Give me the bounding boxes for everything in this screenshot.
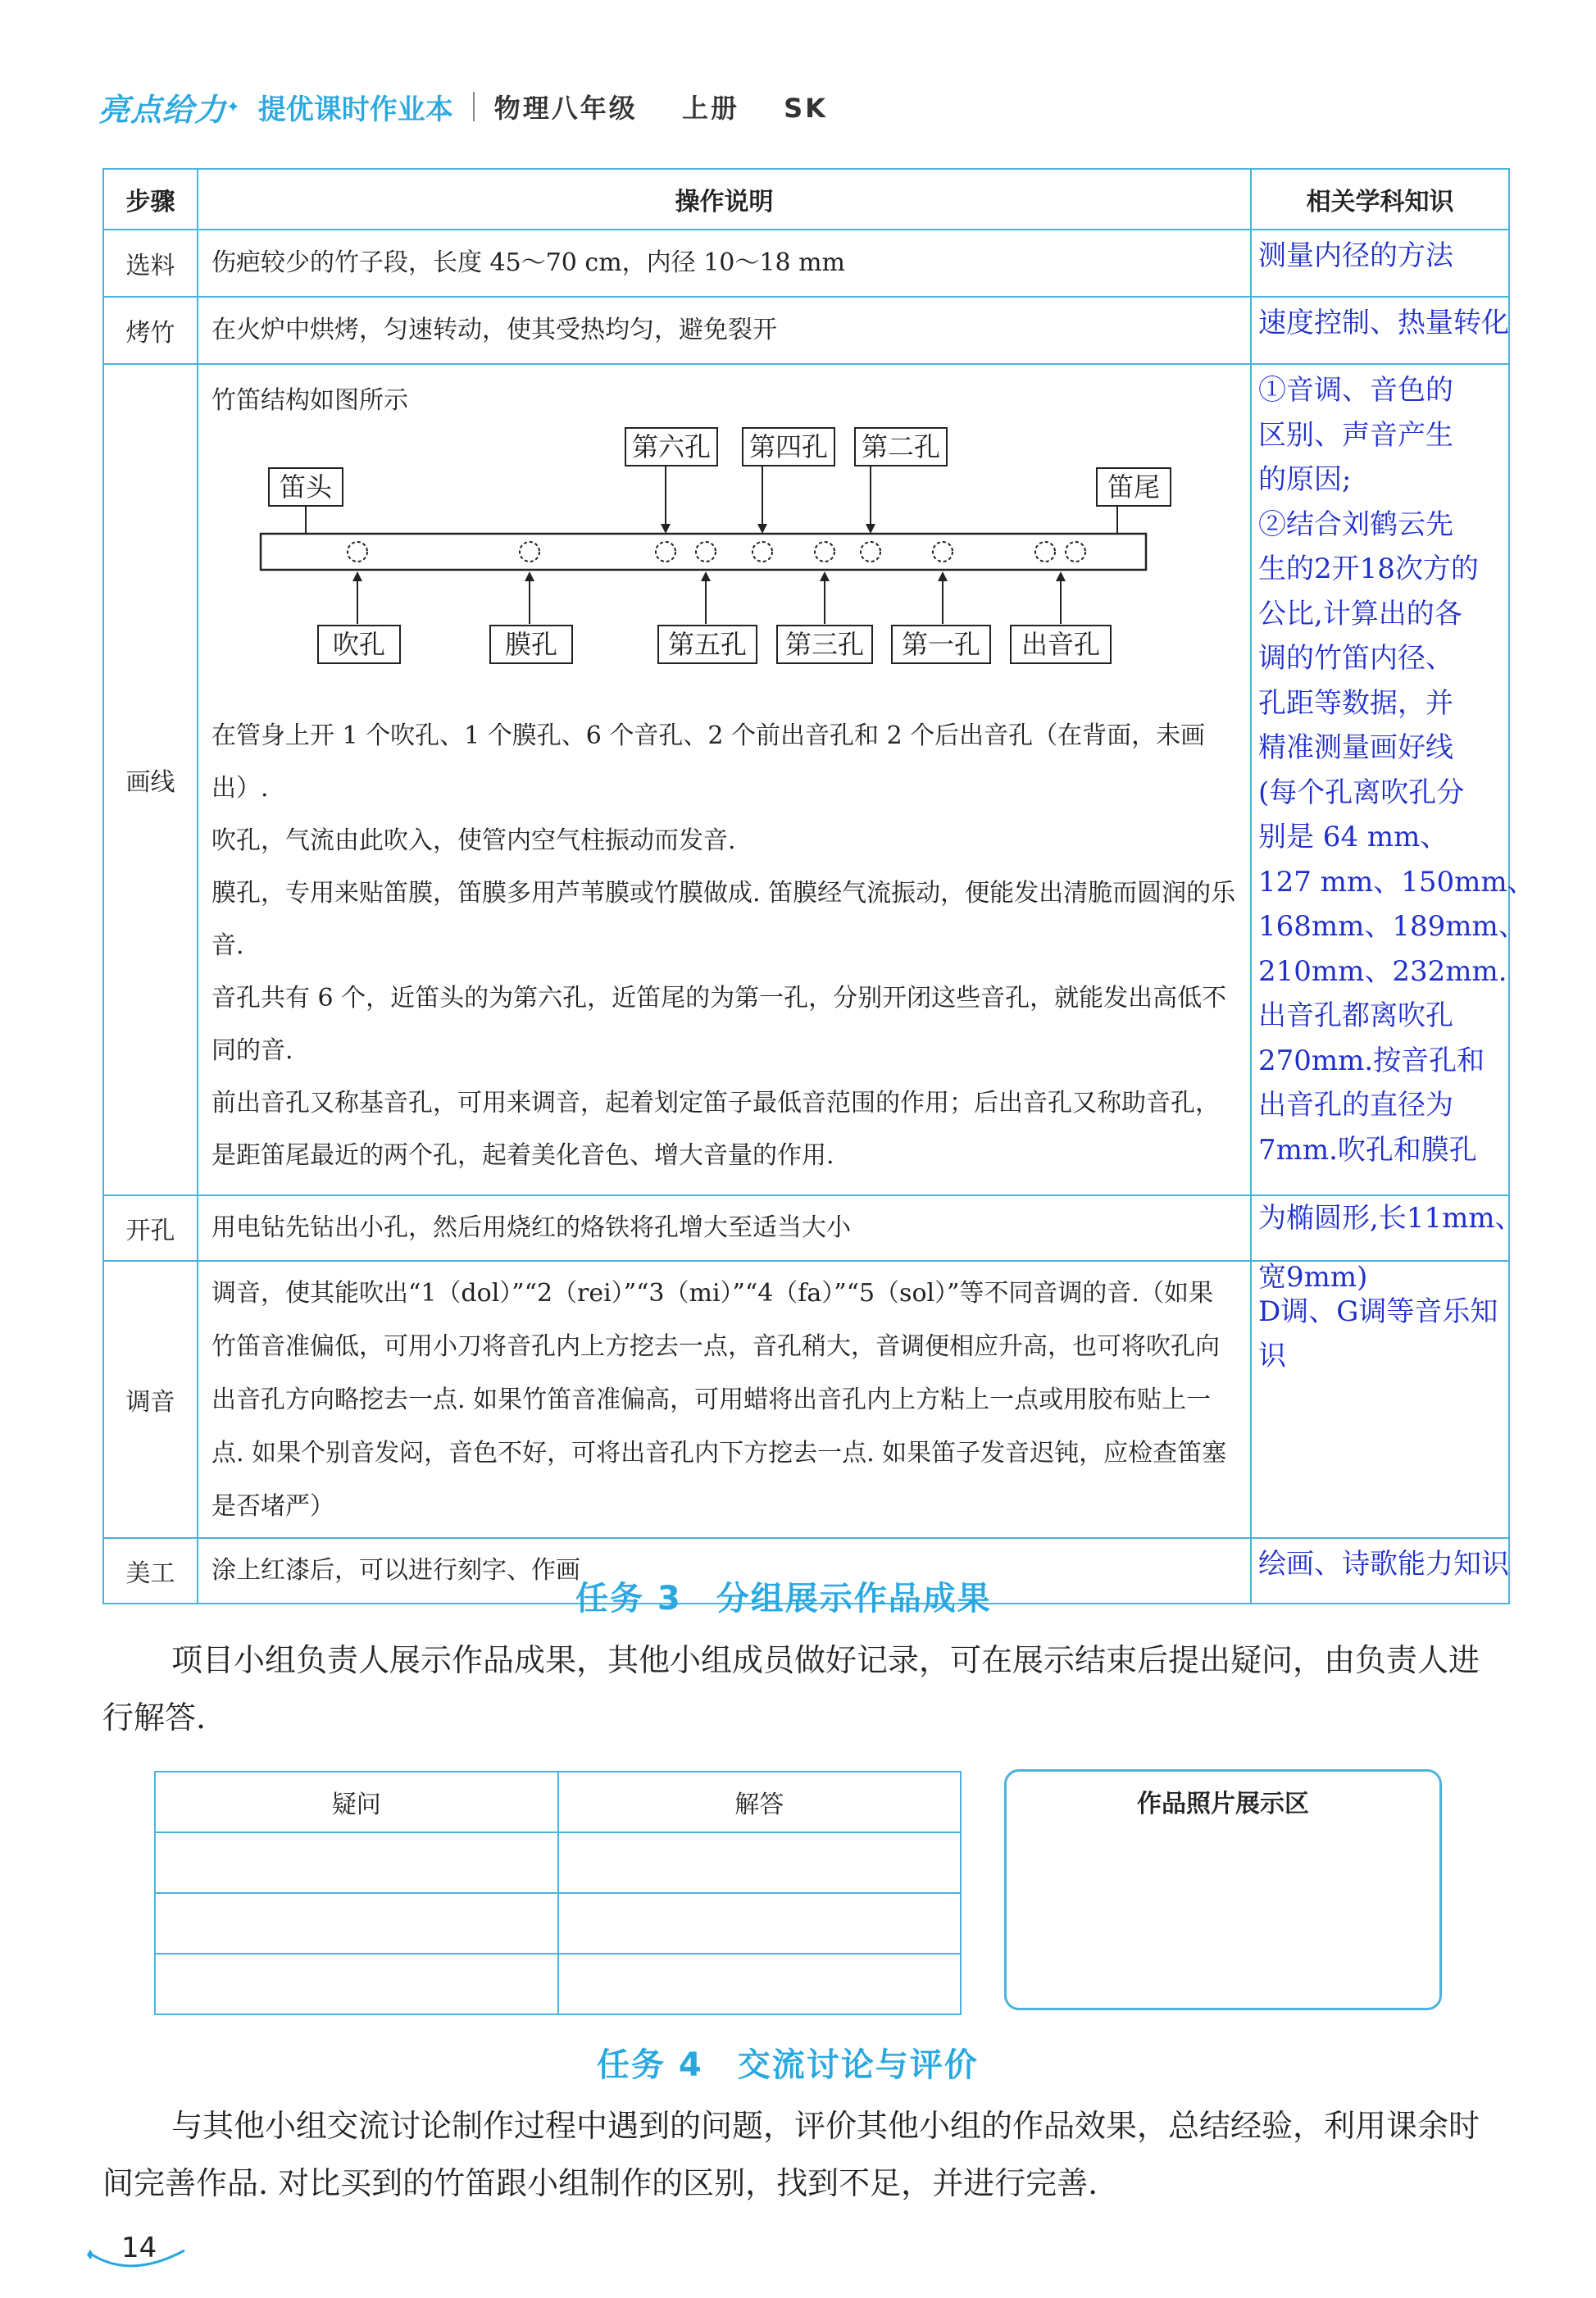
note-line: 生的2开18次方的 [1258, 553, 1479, 585]
note-line: 宽9mm) [1258, 1261, 1368, 1294]
question-cell[interactable] [155, 1954, 558, 2014]
step-cell: 美工 [103, 1538, 198, 1604]
operation-cell [198, 364, 1251, 1195]
brand-logo: 亮点给力 [98, 91, 227, 128]
edition: SK [784, 93, 828, 124]
operation-cell: 用电钻先钻出小孔，然后用烧红的烙铁将孔增大至适当大小 [198, 1195, 1251, 1261]
step-cell: 烤竹 [103, 297, 198, 364]
paragraph: 膜孔，专用来贴笛膜，笛膜多用芦苇膜或竹膜做成. 笛膜经气流振动，便能发出清脆而圆润的乐音. [211, 879, 1236, 960]
series-title: 提优课时作业本 [257, 93, 453, 126]
note-line: 168mm、189mm、 [1258, 910, 1526, 943]
label-hole4 [743, 428, 834, 534]
note-line: 的原因; [1258, 463, 1352, 496]
note-line: 为椭圆形,长11mm、 [1258, 1202, 1523, 1235]
step-cell: 画线 [103, 364, 198, 1195]
paragraph: 前出音孔又称基音孔，可用来调音，起着划定笛子最低音范围的作用；后出音孔又称助音孔，是距笛尾最近的两个孔，起着美化音色、增大音量的作用. [211, 1089, 1220, 1170]
label-head [269, 468, 343, 534]
flute-diagram [211, 427, 1236, 710]
svg-text:第二孔: 第二孔 [861, 431, 941, 462]
diagram-intro: 竹笛结构如图所示 [211, 386, 408, 415]
answer-cell[interactable] [558, 1832, 962, 1893]
note-line: 210mm、232mm. [1258, 954, 1507, 988]
book-info [494, 88, 861, 125]
knowledge-cell: 测量内径的方法 [1251, 230, 1509, 297]
label-hole6 [625, 428, 717, 534]
svg-text:笛头: 笛头 [279, 471, 333, 503]
svg-text:膜孔: 膜孔 [504, 629, 558, 660]
operation-cell: 涂上红漆后，可以进行刻字、作画 [198, 1538, 1251, 1604]
photo-label: 作品照片展示区 [1137, 1790, 1309, 1818]
task3-title: 任务 3 分组展示作品成果 [575, 1580, 992, 1618]
label-blow [318, 571, 400, 663]
paragraph: 吹孔，气流由此吹入，使管内空气柱振动而发音. [211, 826, 736, 855]
note-line: 公比,计算出的各 [1258, 597, 1462, 630]
svg-text:第四孔: 第四孔 [748, 431, 829, 462]
note-line: 127 mm、150mm、 [1258, 865, 1535, 899]
note-line: D调、G调等音乐知识 [1258, 1295, 1498, 1372]
paragraph: 在管身上开 1 个吹孔、1 个膜孔、6 个音孔、2 个前出音孔和 2 个后出音孔（在背面，未画出）. [211, 721, 1206, 803]
note-line: ①音调、音色的 [1258, 374, 1453, 407]
question-cell[interactable] [155, 1893, 558, 1954]
knowledge-cell [1251, 364, 1535, 1195]
star-icon: ✦ [226, 97, 240, 116]
label-hole5 [658, 571, 757, 663]
svg-text:吹孔: 吹孔 [332, 629, 386, 660]
answer-cell[interactable] [558, 1954, 962, 2014]
operation-cell: 调音，使其能吹出“1（dol）”“2（rei）”“3（mi）”“4（fa）”“5（sol）”等不同音调的音.（如果竹笛音准偏低，可用小刀将音孔内上方挖去一点，音孔稍大，音调便相应升高，也可将吹孔向出音孔方向略挖去一点. 如果竹笛音准偏高，可用蜡将出音孔内上方粘上一点或用胶布贴上一点. 如果个别音发闷，音色不好，可将出音孔内下方挖去一点. 如果笛子发音迟钝，应检查笛塞是否堵严） [198, 1261, 1251, 1538]
knowledge-cell: 绘画、诗歌能力知识 [1251, 1538, 1509, 1604]
note-line: 出音孔都离吹孔 [1258, 999, 1453, 1032]
question-header: 疑问 [155, 1772, 558, 1832]
header-knowledge: 相关学科知识 [1251, 169, 1509, 230]
header-step: 步骤 [103, 169, 198, 230]
label-outlet [1011, 571, 1111, 663]
svg-text:笛尾: 笛尾 [1107, 471, 1161, 503]
question-cell[interactable] [155, 1832, 558, 1893]
qa-table [154, 1771, 962, 2015]
table-row [103, 364, 1509, 1195]
qa-row [155, 1832, 961, 1893]
flute-holes [348, 542, 1085, 562]
task4-title: 任务 4 交流讨论与评价 [597, 2046, 979, 2084]
step-cell: 选料 [103, 230, 198, 297]
note-line: 别是 64 mm、 [1258, 821, 1448, 853]
step-cell: 开孔 [103, 1195, 198, 1261]
operation-cell: 在火炉中烘烤，匀速转动，使其受热均匀，避免裂开 [198, 297, 1251, 364]
label-membrane [490, 571, 572, 663]
operation-cell: 伤疤较少的竹子段，长度 45～70 cm，内径 10～18 mm [198, 230, 1251, 297]
photo-display-area[interactable] [1004, 1769, 1442, 2010]
note-line: 孔距等数据，并 [1258, 686, 1453, 720]
task4-text: 与其他小组交流讨论制作过程中遇到的问题，评价其他小组的作品效果，总结经验，利用课余时间完善作品. 对比买到的竹笛跟小组制作的区别，找到不足，并进行完善. [102, 2108, 1480, 2201]
table-row [103, 297, 1509, 364]
page-header [98, 82, 861, 131]
volume: 上册 [681, 93, 739, 124]
label-hole2 [855, 428, 947, 534]
note-line: (每个孔离吹孔分 [1258, 776, 1465, 809]
qa-header-row [155, 1772, 961, 1832]
table-row [103, 230, 1509, 297]
table-header-row [103, 169, 1509, 230]
label-hole1 [892, 571, 990, 663]
page-number: 14 [121, 2232, 157, 2264]
note-line: 调的竹笛内径、 [1258, 642, 1453, 675]
label-tail [1097, 468, 1171, 534]
note-line: 区别、声音产生 [1258, 418, 1453, 452]
knowledge-cell: 速度控制、热量转化 [1251, 297, 1509, 364]
note-line: 270mm.按音孔和 [1258, 1044, 1485, 1077]
note-line: 出音孔的直径为 [1258, 1089, 1453, 1122]
table-row [103, 1195, 1509, 1261]
qa-row [155, 1893, 961, 1954]
svg-text:第三孔: 第三孔 [784, 629, 865, 660]
header-divider [473, 92, 475, 121]
knowledge-cell [1251, 1261, 1509, 1538]
svg-text:第一孔: 第一孔 [901, 629, 981, 660]
paragraph: 音孔共有 6 个，近笛头的为第六孔，近笛尾的为第一孔，分别开闭这些音孔，就能发出高低不同的音. [211, 984, 1227, 1065]
note-line: 7mm.吹孔和膜孔 [1258, 1133, 1477, 1167]
step-cell: 调音 [103, 1261, 198, 1538]
label-hole3 [777, 571, 872, 663]
svg-text:第六孔: 第六孔 [631, 431, 712, 462]
table-row [103, 1261, 1509, 1538]
answer-cell[interactable] [558, 1893, 962, 1954]
flute-body [261, 534, 1146, 570]
answer-header: 解答 [558, 1772, 962, 1832]
note-line: ②结合刘鹤云先 [1258, 507, 1453, 541]
note-line: 精准测量画好线 [1258, 731, 1453, 764]
svg-text:第五孔: 第五孔 [667, 629, 748, 660]
header-operation: 操作说明 [198, 169, 1251, 230]
qa-row [155, 1954, 961, 2014]
procedure-table [102, 168, 1535, 1604]
knowledge-cell [1251, 1195, 1523, 1261]
subject: 物理八年级 [493, 93, 638, 124]
task3-text: 项目小组负责人展示作品成果，其他小组成员做好记录，可在展示结束后提出疑问，由负责人进行解答. [102, 1642, 1480, 1736]
svg-text:出音孔: 出音孔 [1021, 629, 1101, 660]
